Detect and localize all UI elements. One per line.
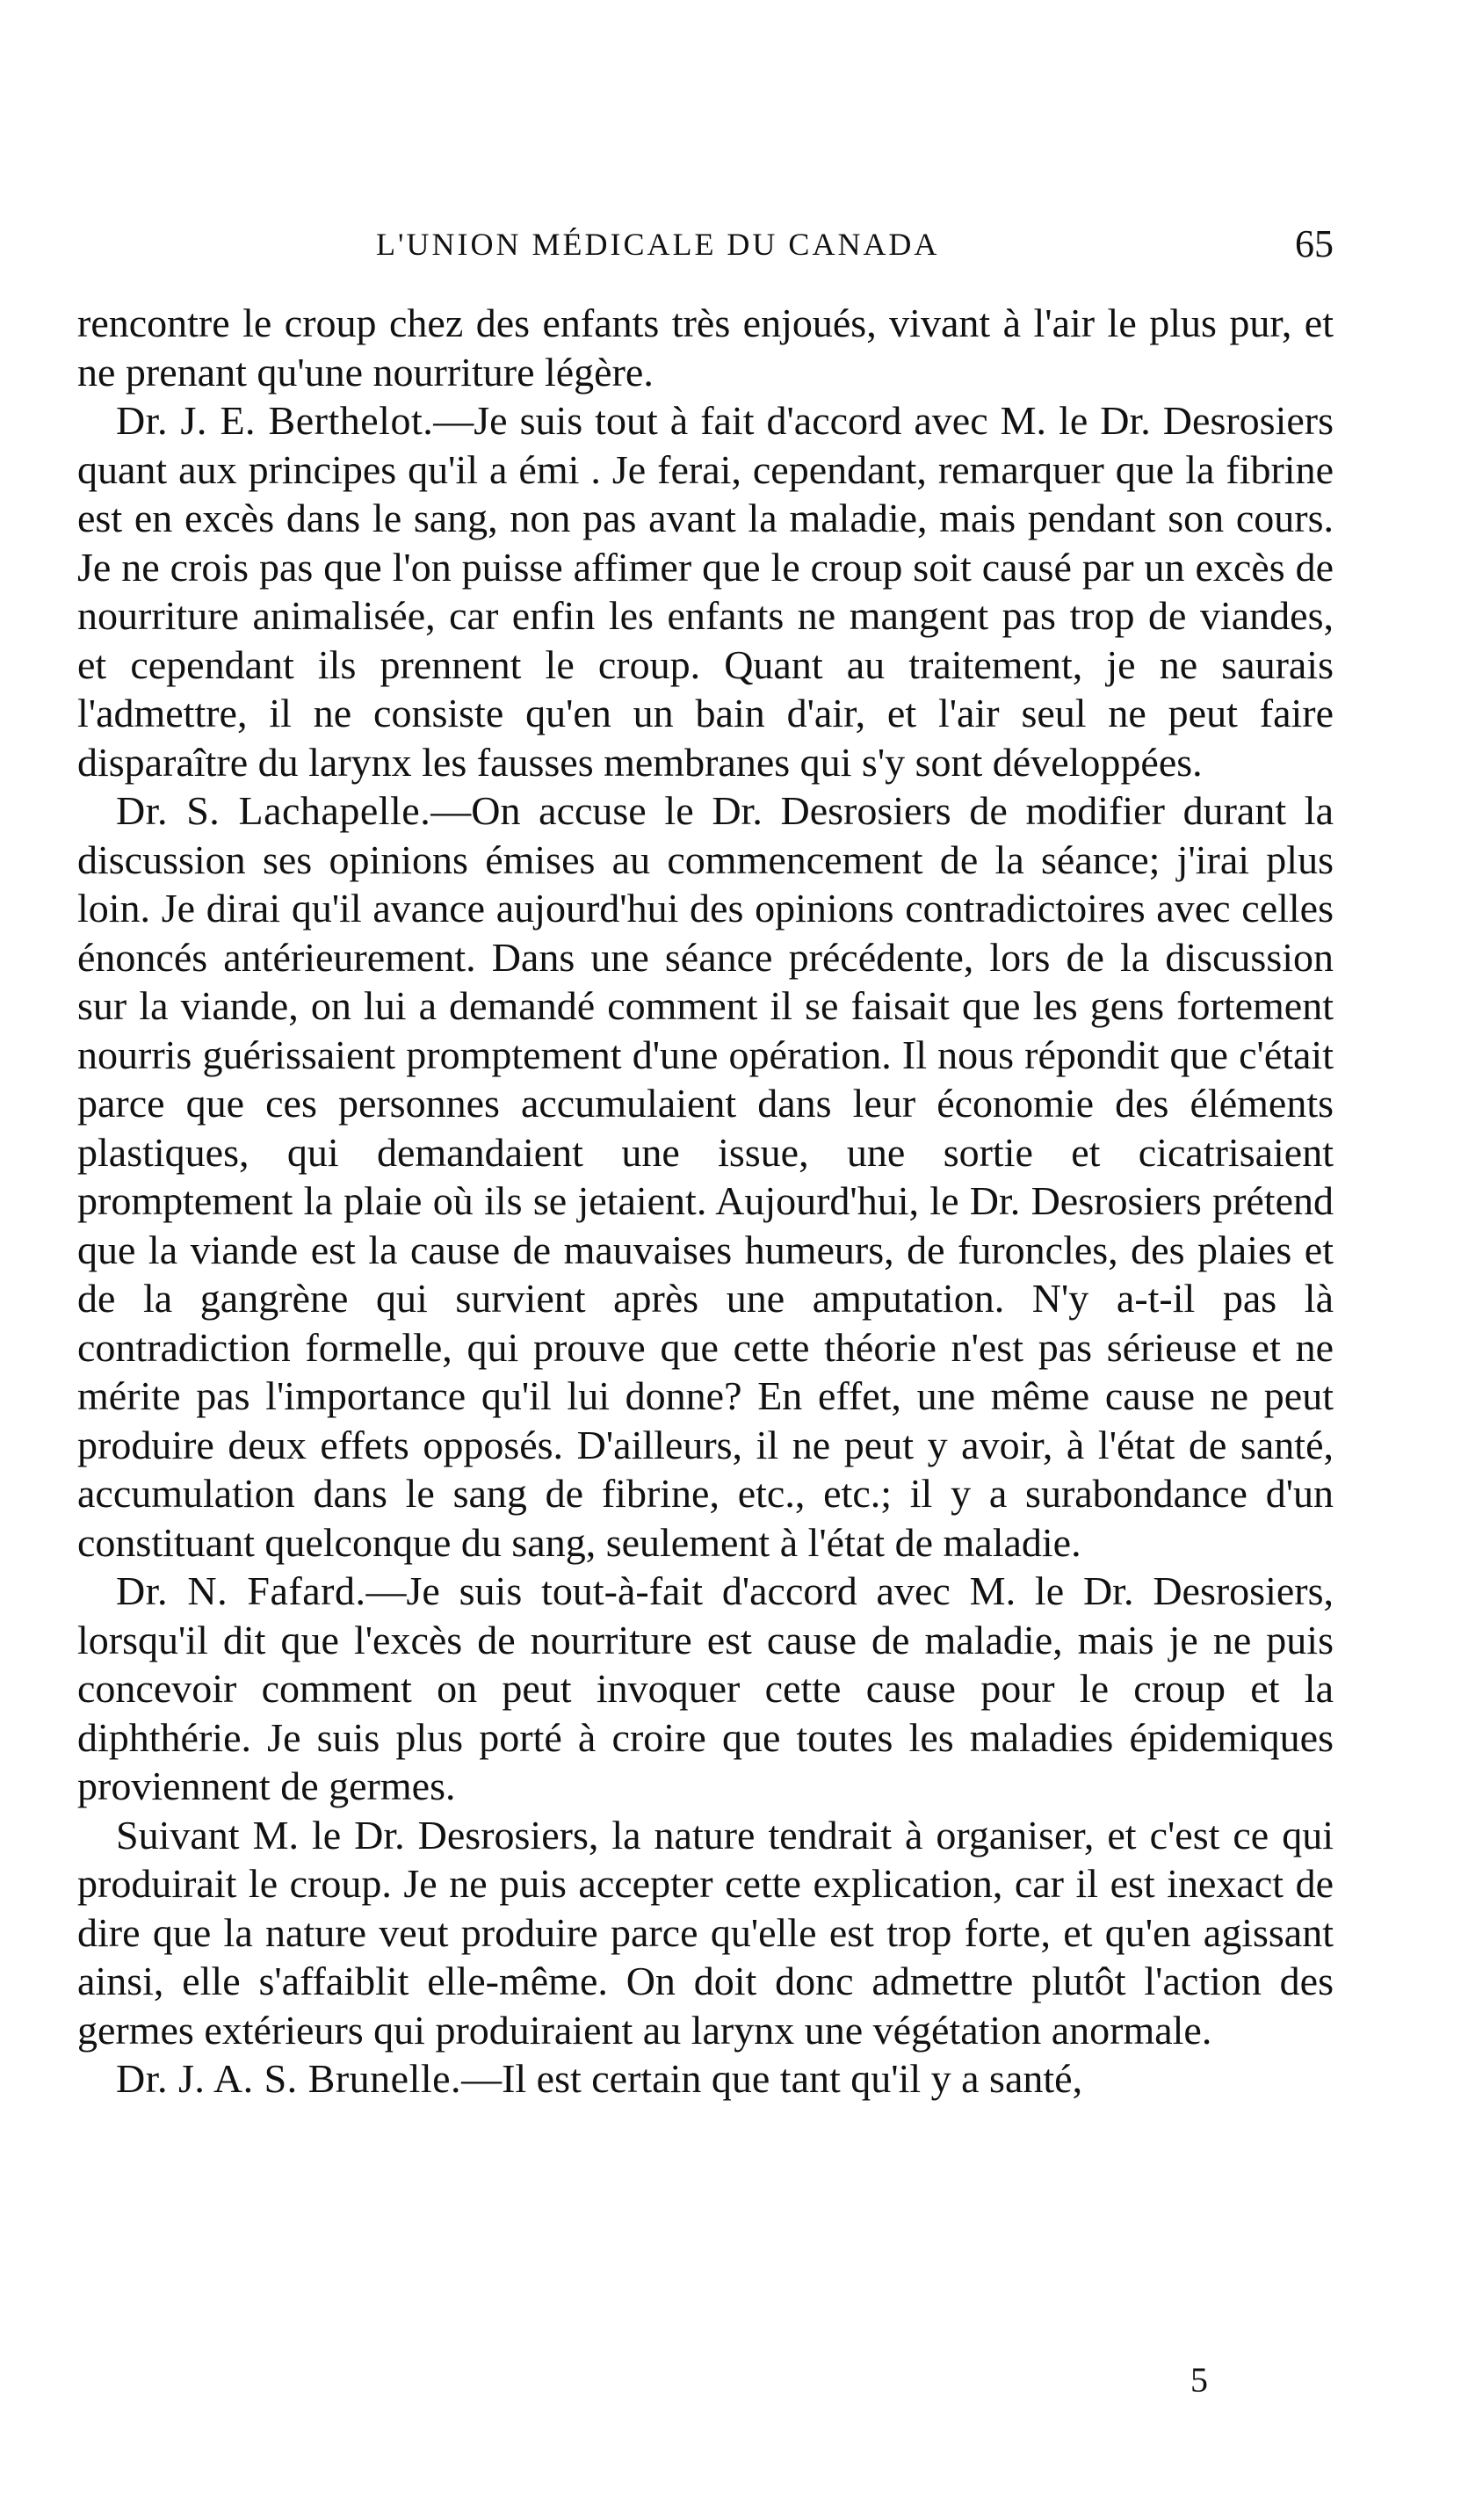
paragraph-text: Suivant M. le Dr. Desrosiers, la nature tendrait à organiser, et c'est ce qui produirait le croup. Je ne puis accepter cette explication, car il est inexact de dire que la nature veut produire parce qu'elle est trop forte, et qu'en agissant ainsi, elle s'affaiblit elle-même. On doit donc admettre plutôt l'action des germes extérieurs qui produiraient au larynx une végétation anormale. — [77, 1812, 1334, 2053]
paragraph-fafard — [77, 1567, 1334, 1811]
page-number: 65 — [1295, 222, 1334, 265]
paragraph-brunelle — [77, 2054, 1334, 2104]
body-text — [77, 299, 1334, 2104]
paragraph-continuation — [77, 299, 1334, 396]
page-header — [77, 218, 1334, 271]
paragraph-text: —Je suis tout à fait d'accord avec M. le Dr. Desrosiers quant aux principes qu'il a émi . Je ferai, cependant, remarquer que la fibrine est en excès dans le sang, non pas avant la maladie, mais pendant son cours. Je ne crois pas que l'on puisse affimer que le croup soit causé par un excès de nourriture animalisée, car enfin les enfants ne mangent pas trop de viandes, et cependant ils prennent le croup. Quant au traitement, je ne saurais l'admettre, il ne consiste qu'en un bain d'air, et l'air seul ne peut faire disparaître du larynx les fausses membranes qui s'y sont développées. — [77, 398, 1334, 785]
speaker-name: Dr. J. A. S. Brunelle. — [116, 2056, 462, 2101]
signature-mark: 5 — [1190, 2360, 1208, 2400]
paragraph-text: —Je suis tout-à-fait d'accord avec M. le Dr. Desrosiers, lorsqu'il dit que l'excès de nourriture est cause de maladie, mais je ne puis concevoir comment on peut invoquer cette cause pour le croup et la diphthérie. Je suis plus porté à croire que toutes les maladies épidemiques proviennent de germes. — [77, 1568, 1334, 1808]
speaker-name: Dr. S. Lachapelle. — [116, 788, 431, 833]
running-title: L'UNION MÉDICALE DU CANADA — [376, 227, 940, 262]
paragraph-fafard-continued — [77, 1811, 1334, 2055]
paragraph-text: rencontre le croup chez des enfants très enjoués, vivant à l'air le plus pur, et ne prenant qu'une nourriture légère. — [77, 301, 1334, 395]
speaker-name: Dr. J. E. Berthelot. — [116, 398, 434, 443]
paragraph-text: —Il est certain que tant qu'il y a santé, — [461, 2056, 1083, 2101]
paragraph-lachapelle — [77, 786, 1334, 1567]
paragraph-text: —On accuse le Dr. Desrosiers de modifier durant la discussion ses opinions émises au commencement de la séance; j'irai plus loin. Je dirai qu'il avance aujourd'hui des opinions contradictoires avec celles énoncés antérieurement. Dans une séance précédente, lors de la discussion sur la viande, on lui a demandé comment il se faisait que les gens fortement nourris guérissaient promptement d'une opération. Il nous répondit que c'était parce que ces personnes accumulaient dans leur économie des éléments plastiques, qui demandaient une issue, une sortie et cicatrisaient promptement la plaie où ils se jetaient. Aujourd'hui, le Dr. Desrosiers prétend que la viande est la cause de mauvaises humeurs, de furoncles, des plaies et de la gangrène qui survient après une amputation. N'y a-t-il pas là contradiction formelle, qui prouve que cette théorie n'est pas sérieuse et ne mérite pas l'importance qu'il lui donne? En effet, une même cause ne peut produire deux effets opposés. D'ailleurs, il ne peut y avoir, à l'état de santé, accumulation dans le sang de fibrine, etc., etc.; il y a surabondance d'un constituant quelconque du sang, seulement à l'état de maladie. — [77, 788, 1334, 1565]
speaker-name: Dr. N. Fafard. — [116, 1568, 366, 1613]
paragraph-berthelot — [77, 396, 1334, 786]
